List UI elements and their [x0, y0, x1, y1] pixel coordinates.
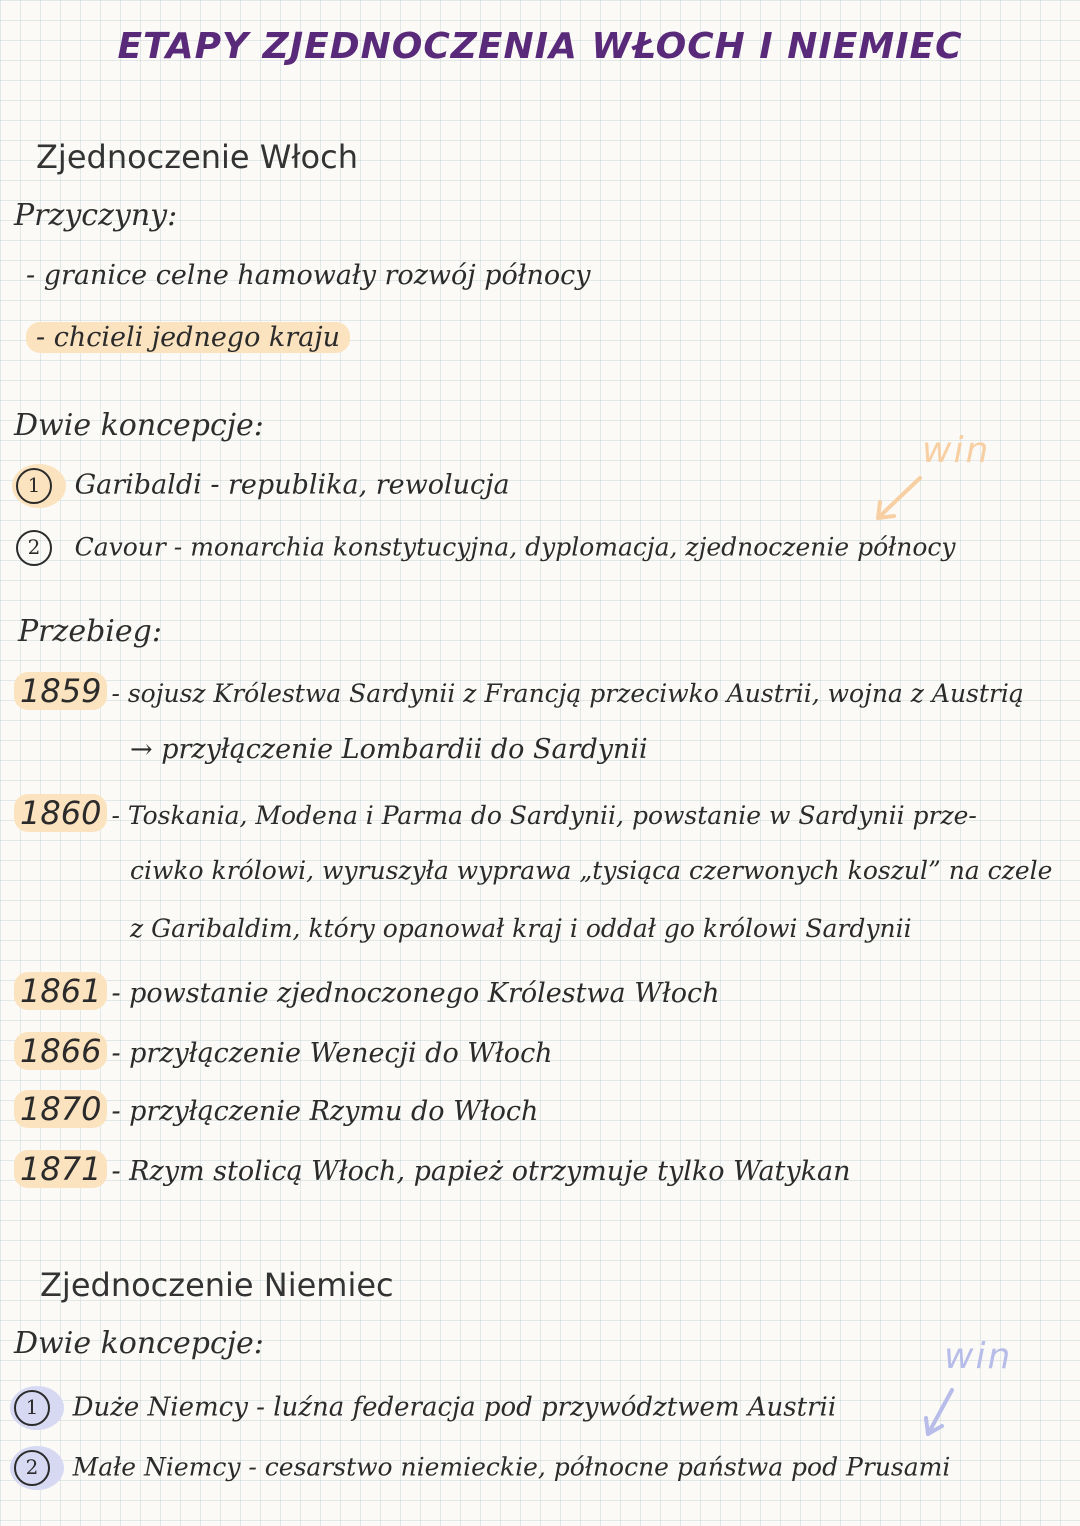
italy-concept-2-num: 2	[16, 530, 52, 566]
course-1870-text: - przyłączenie Rzymu do Włoch	[111, 1096, 539, 1127]
germany-concept-1-marker	[10, 1386, 64, 1430]
course-1866-text: - przyłączenie Wenecji do Włoch	[111, 1038, 553, 1069]
germany-concepts-label: Dwie koncepcje:	[14, 1326, 264, 1361]
germany-concept-2-text: Małe Niemcy - cesarstwo niemieckie, północne państwa pod Prusami	[72, 1452, 951, 1482]
germany-concept-2-marker	[10, 1446, 64, 1490]
italy-cause-2	[26, 322, 350, 353]
course-1870	[14, 1090, 538, 1128]
italy-concept-2-marker	[12, 526, 66, 570]
arrow-icon-blue	[916, 1384, 966, 1444]
italy-concept-2	[12, 526, 956, 570]
italy-concept-1	[12, 464, 510, 508]
course-1859	[14, 672, 1024, 710]
germany-concept-1-num: 1	[14, 1390, 50, 1426]
course-1866	[14, 1032, 553, 1070]
italy-cause-2-text: - chcieli jednego kraju	[26, 322, 350, 353]
page-title: ETAPY ZJEDNOCZENIA WŁOCH I NIEMIEC	[117, 26, 963, 67]
course-1859-line-1: - sojusz Królestwa Sardynii z Francją przeciwko Austrii, wojna z Austrią	[111, 679, 1024, 708]
italy-concept-1-marker	[12, 464, 66, 508]
arrow-icon-orange	[868, 472, 928, 532]
year-1866: 1866	[14, 1032, 107, 1070]
germany-concept-2	[10, 1446, 950, 1490]
italy-concept-2-text: Cavour - monarchia konstytucyjna, dyplomacja, zjednoczenie północy	[74, 532, 956, 562]
italy-concept-1-text: Garibaldi - republika, rewolucja	[74, 469, 510, 501]
course-1860-line-1: - Toskania, Modena i Parma do Sardynii, powstanie w Sardynii prze-	[111, 801, 977, 830]
year-1861: 1861	[14, 972, 107, 1010]
germany-concept-1	[10, 1386, 836, 1430]
year-1859: 1859	[14, 672, 107, 710]
italy-causes-label: Przyczyny:	[14, 198, 178, 233]
win-stamp-orange: win	[922, 430, 991, 471]
italy-course-label: Przebieg:	[18, 614, 162, 649]
course-1861-text: - powstanie zjednoczonego Królestwa Włoch	[111, 978, 720, 1009]
italy-concepts-label: Dwie koncepcje:	[14, 408, 264, 443]
year-1860: 1860	[14, 794, 107, 832]
win-stamp-blue: win	[944, 1336, 1013, 1377]
course-1860	[14, 794, 977, 832]
course-1861	[14, 972, 720, 1010]
italy-cause-1: - granice celne hamowały rozwój północy	[26, 260, 591, 291]
italy-concept-1-num: 1	[16, 468, 52, 504]
course-1871	[14, 1150, 851, 1188]
italy-heading: Zjednoczenie Włoch	[36, 138, 358, 176]
germany-heading: Zjednoczenie Niemiec	[40, 1266, 394, 1304]
germany-concept-1-text: Duże Niemcy - luźna federacja pod przywództwem Austrii	[72, 1392, 837, 1423]
course-1871-text: - Rzym stolicą Włoch, papież otrzymuje tylko Watykan	[111, 1156, 851, 1187]
year-1870: 1870	[14, 1090, 107, 1128]
course-1859-line-2: → przyłączenie Lombardii do Sardynii	[130, 734, 648, 765]
germany-concept-2-num: 2	[14, 1450, 50, 1486]
course-1860-line-2: ciwko królowi, wyruszyła wyprawa „tysiąca czerwonych koszul” na czele	[130, 856, 1053, 885]
course-1860-line-3: z Garibaldim, który opanował kraj i oddał go królowi Sardynii	[130, 914, 912, 943]
year-1871: 1871	[14, 1150, 107, 1188]
